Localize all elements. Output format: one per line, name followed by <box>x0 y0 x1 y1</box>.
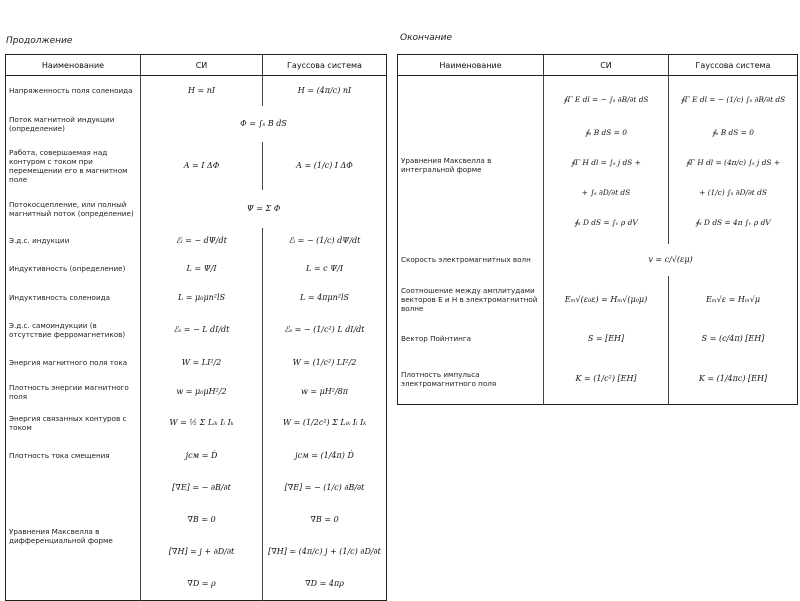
table-row <box>6 378 387 406</box>
left-formula-table <box>5 54 387 601</box>
row-name: Вектор Пойнтинга <box>401 334 472 343</box>
formula-si: S = [EH] <box>544 324 669 354</box>
formula-si: L = Ψ/I <box>141 254 263 284</box>
formula-gauss: K = (1/4πc) [EH] <box>669 354 798 405</box>
formula-si: W = LI²/2 <box>141 348 263 378</box>
formula-si: jсм = Ḋ <box>141 440 263 472</box>
formula-line: ∇D = 4πρ <box>305 578 344 588</box>
table-row <box>6 312 387 348</box>
row-name: Энергия магнитного поля тока <box>9 358 128 367</box>
header-name: Наименование <box>6 55 141 76</box>
formula-gauss: A = (1/c) I ΔΦ <box>263 142 387 190</box>
table-row <box>398 276 798 324</box>
row-name: Потокосцепление, или полный магнитный поток (определение) <box>9 199 134 218</box>
row-name: Уравнения Максвелла в дифференциальной форме <box>9 526 113 545</box>
right-table-caption: Окончание <box>400 33 453 43</box>
table-row <box>6 472 387 601</box>
formula-line: ∮ₛ B dS = 0 <box>712 127 754 137</box>
header-row <box>6 55 387 76</box>
left-table-caption: Продолжение <box>6 36 73 46</box>
formula-gauss: W = (1/2c²) Σ Lᵢₖ Iᵢ Iₖ <box>263 406 387 440</box>
formula-si: w = μ₀μH²/2 <box>141 378 263 406</box>
formula-line: [∇H] = j + ∂D/∂t <box>168 546 235 556</box>
header-gauss: Гауссова система <box>263 55 387 76</box>
row-name: Скорость электромагнитных волн <box>401 255 531 264</box>
formula-gauss: w = μH²/8π <box>263 378 387 406</box>
formula-gauss: S = (c/4π) [EH] <box>669 324 798 354</box>
table-row <box>398 244 798 276</box>
formula-gauss: L = 4πμn²lS <box>263 284 387 312</box>
table-row <box>6 406 387 440</box>
formula-si: ℰₛ = − L dI/dt <box>141 312 263 348</box>
formula-both: Ψ = Σ Φ <box>141 190 387 228</box>
row-name: Поток магнитной индукции (определение) <box>9 114 115 133</box>
header-gauss: Гауссова система <box>669 55 798 76</box>
table-row <box>6 106 387 142</box>
formula-gauss-stack <box>263 472 387 601</box>
header-name: Наименование <box>398 55 544 76</box>
header-si: СИ <box>544 55 669 76</box>
formula-line: ∮ₛ D dS = 4π ∫ᵥ ρ dV <box>695 217 771 227</box>
row-name: Э.д.с. самоиндукции (в отсутствие ферромагнетиков) <box>9 320 126 339</box>
table-row <box>6 76 387 106</box>
formula-both: v = c/√(εμ) <box>544 244 798 276</box>
table-row <box>6 440 387 472</box>
formula-line: ∇D = ρ <box>187 578 216 588</box>
header-si: СИ <box>141 55 263 76</box>
table-row <box>398 324 798 354</box>
formula-gauss: W = (1/c²) LI²/2 <box>263 348 387 378</box>
row-name: Энергия связанных контуров с током <box>9 413 127 432</box>
header-row <box>398 55 798 76</box>
row-name: Плотность импульса электромагнитного поля <box>401 369 497 388</box>
formula-line: + ∫ₛ ∂D/∂t dS <box>581 187 631 197</box>
formula-gauss-stack <box>669 76 798 244</box>
row-name: Индуктивность соленоида <box>9 293 110 302</box>
formula-gauss: H = (4π/c) nI <box>263 76 387 106</box>
formula-gauss: ℰᵢ = − (1/c) dΨ/dt <box>263 228 387 254</box>
table-row <box>6 348 387 378</box>
formula-gauss: jсм = (1/4π) Ḋ <box>263 440 387 472</box>
table-row <box>398 76 798 244</box>
formula-gauss: Eₘ√ε = Hₘ√μ <box>669 276 798 324</box>
formula-si-stack <box>544 76 669 244</box>
formula-line: ∇B = 0 <box>310 514 339 524</box>
table-row <box>6 190 387 228</box>
table-row <box>6 284 387 312</box>
row-name: Индуктивность (определение) <box>9 264 126 273</box>
row-name: Соотношение между амплитудами векторов E и H в электромагнитной волне <box>401 286 538 313</box>
formula-line: + (1/c) ∫ₛ ∂D/∂t dS <box>699 187 767 197</box>
formula-line: ∮Γ E dl = − (1/c) ∫ₛ ∂B/∂t dS <box>680 94 786 104</box>
formula-si: ℰᵢ = − dΨ/dt <box>141 228 263 254</box>
formula-si: K = (1/c²) [EH] <box>544 354 669 405</box>
formula-line: [∇H] = (4π/c) j + (1/c) ∂D/∂t <box>268 546 381 556</box>
formula-line: [∇E] = − (1/c) ∂B/∂t <box>284 482 365 492</box>
formula-si-stack <box>141 472 263 601</box>
formula-line: ∇B = 0 <box>187 514 216 524</box>
formula-both: Φ = ∫ₛ B dS <box>141 106 387 142</box>
formula-si: H = nI <box>141 76 263 106</box>
formula-line: ∮Γ H dl = ∫ₛ j dS + <box>571 157 641 167</box>
formula-si: A = I ΔΦ <box>141 142 263 190</box>
row-name: Плотность энергии магнитного поля <box>9 382 129 401</box>
row-name: Уравнения Максвелла в интегральной форме <box>401 155 492 174</box>
formula-si: W = ½ Σ Lᵢₖ Iᵢ Iₖ <box>141 406 263 440</box>
row-name: Работа, совершаемая над контуром с током при перемещении его в магнитном поле <box>9 147 128 184</box>
row-name: Плотность тока смещения <box>9 451 110 460</box>
formula-si: Eₘ√(ε₀ε) = Hₘ√(μ₀μ) <box>544 276 669 324</box>
row-name: Э.д.с. индукции <box>9 236 70 245</box>
row-name: Напряженность поля соленоида <box>9 86 133 96</box>
formula-line: [∇E] = − ∂B/∂t <box>172 482 231 492</box>
table-row <box>6 142 387 190</box>
table-row <box>398 354 798 405</box>
table-row <box>6 254 387 284</box>
formula-gauss: ℰₛ = − (1/c²) L dI/dt <box>263 312 387 348</box>
right-formula-table <box>397 54 798 405</box>
formula-si: L = μ₀μn²lS <box>141 284 263 312</box>
table-row <box>6 228 387 254</box>
formula-line: ∮Γ H dl = (4π/c) ∫ₛ j dS + <box>685 157 781 167</box>
formula-line: ∮ₛ D dS = ∫ᵥ ρ dV <box>574 217 638 227</box>
formula-gauss: L = c Ψ/I <box>263 254 387 284</box>
formula-line: ∮ₛ B dS = 0 <box>585 127 627 137</box>
formula-line: ∮Γ E dl = − ∫ₛ ∂B/∂t dS <box>563 94 649 104</box>
